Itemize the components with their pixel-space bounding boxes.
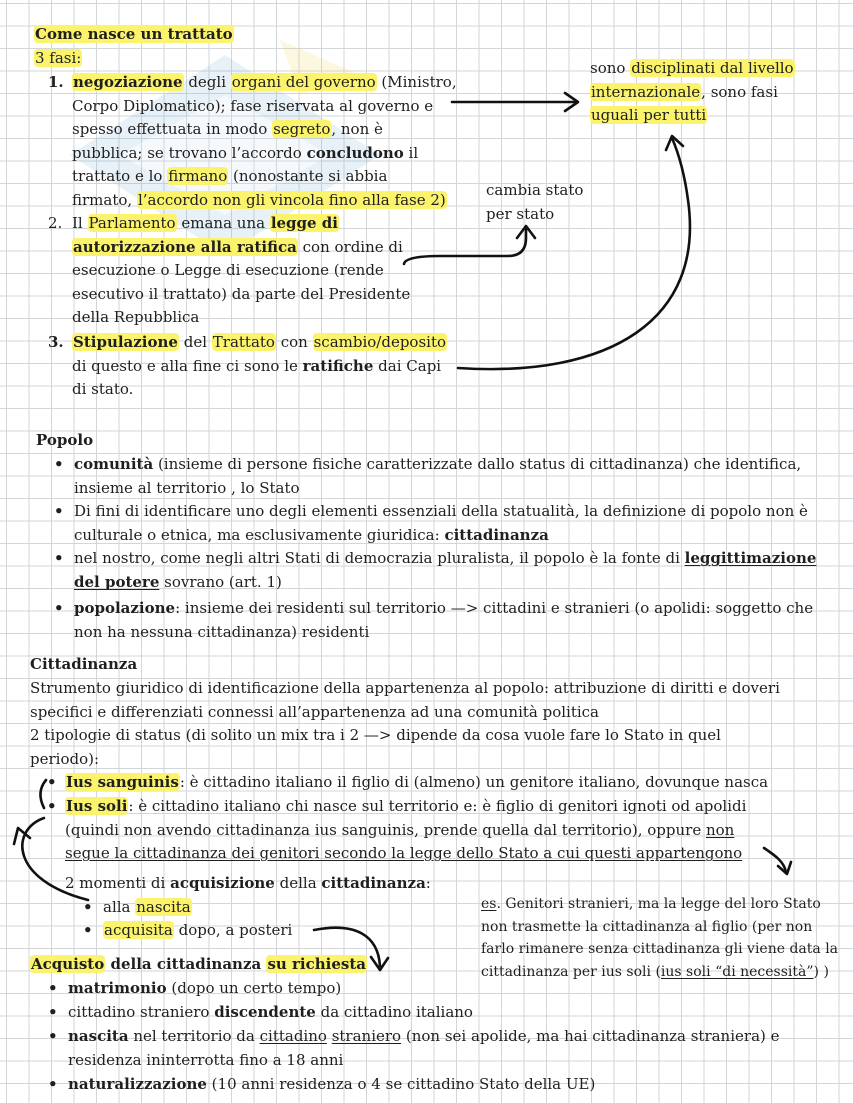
momento-acquisita: • acquisita dopo, a posteri <box>83 921 293 939</box>
ius-sanguinis: • Ius sanguinis: è cittadino italiano il figlio di (almeno) un genitore italiano, dovunque nasca <box>47 773 769 791</box>
acquisto-matrimonio: • matrimonio (dopo un certo tempo) <box>48 979 342 997</box>
momenti-acquisizione: 2 momenti di acquisizione della cittadinanza: <box>65 874 431 892</box>
arrow-to-esempio <box>764 848 791 874</box>
step-negoziazione: 1. negoziazione degli organi del governo (Ministro, Corpo Diplomatico); fase riservata al governo e spesso effettuata in modo segreto, non è pubblica; se trovano l’accordo concludono il trattato e lo firmano (nonostante si abbia firmato, l’accordo non gli vincola fino alla fase 2) <box>48 73 457 209</box>
acquisto-title: Acquisto della cittadinanza su richiesta <box>31 955 366 973</box>
note-esempio-ius-soli: es. Genitori stranieri, ma la legge del loro Stato non trasmette la cittadinanza al figlio (per non farlo rimanere senza cittadinanza gli viene data la cittadinanza per ius soli (ius soli “di necessità”) ) <box>481 896 839 980</box>
popolo-bullet-popolazione: • popolazione: insieme dei residenti sul territorio —> cittadini e stranieri (o apolidi: soggetto che non ha nessuna cittadinanza) residenti <box>54 599 814 641</box>
popolo-bullet-legittimazione: • nel nostro, come negli altri Stati di democrazia pluralista, il popolo è la fonte di leggittimazione del potere sovrano (art. 1) <box>54 549 817 591</box>
step-parlamento: 2. Il Parlamento emana una legge di autorizzazione alla ratifica con ordine di esecuzione o Legge di esecuzione (rende esecutivo il trattato) da parte del Presidente della Repubblica <box>48 214 411 326</box>
step-stipulazione: 3. Stipulazione del Trattato con scambio/deposito di questo e alla fine ci sono le ratifiche dai Capi di stato. <box>48 333 447 398</box>
cittadinanza-intro: Strumento giuridico di identificazione della appartenenza al popolo: attribuzione di diritti e doveri specifici e differenziati connessi all’appartenenza ad una comunità politica 2 tipologie di status (di solito un mix tra i 2 —> dipende da cosa vuole fare lo Stato in quel periodo): <box>30 679 780 768</box>
note-livello-internazionale: sono disciplinati dal livello internazionale, sono fasi uguali per tutti <box>590 59 794 124</box>
acquisto-naturalizzazione: • naturalizzazione (10 anni residenza o 4 se cittadino Stato della UE) <box>48 1075 596 1093</box>
bracket-ius <box>40 780 46 808</box>
acquisto-discendente: • cittadino straniero discendente da cittadino italiano <box>48 1003 473 1021</box>
ius-soli: • Ius soli: è cittadino italiano chi nasce sul territorio e: è figlio di genitori ignoti od apolidi (quindi non avendo cittadinanza ius sanguinis, prende quella dal territorio), oppure non segue la cittadinanza dei genitori secondo la legge dello Stato a cui questi appartengono <box>47 797 747 862</box>
momento-nascita: • alla nascita <box>83 898 191 916</box>
acquisto-nascita: • nascita nel territorio da cittadino straniero (non sei apolide, ma hai cittadinanza straniera) e residenza ininterrotta fino a 18 anni <box>48 1027 780 1069</box>
arrow-to-livello-internazionale <box>452 93 578 111</box>
arrow-to-cambia-stato <box>404 226 535 264</box>
trattato-fasi: 3 fasi: <box>35 49 82 67</box>
trattato-title: Come nasce un trattato <box>35 25 233 43</box>
popolo-bullet-comunita: • comunità (insieme di persone fisiche caratterizzate dallo status di cittadinanza) che identifica, insieme al territorio , lo Stato <box>54 455 802 497</box>
cittadinanza-title: Cittadinanza <box>30 655 138 673</box>
popolo-title: Popolo <box>36 431 94 449</box>
note-cambia-stato: cambia stato per stato <box>486 181 584 223</box>
popolo-bullet-statualita: • Di fini di identificare uno degli elementi essenziali della statualità, la definizione di popolo non è culturale o etnica, ma esclusivamente giuridica: cittadinanza <box>54 502 808 544</box>
arrow-stipulazione-to-livello <box>458 136 690 369</box>
